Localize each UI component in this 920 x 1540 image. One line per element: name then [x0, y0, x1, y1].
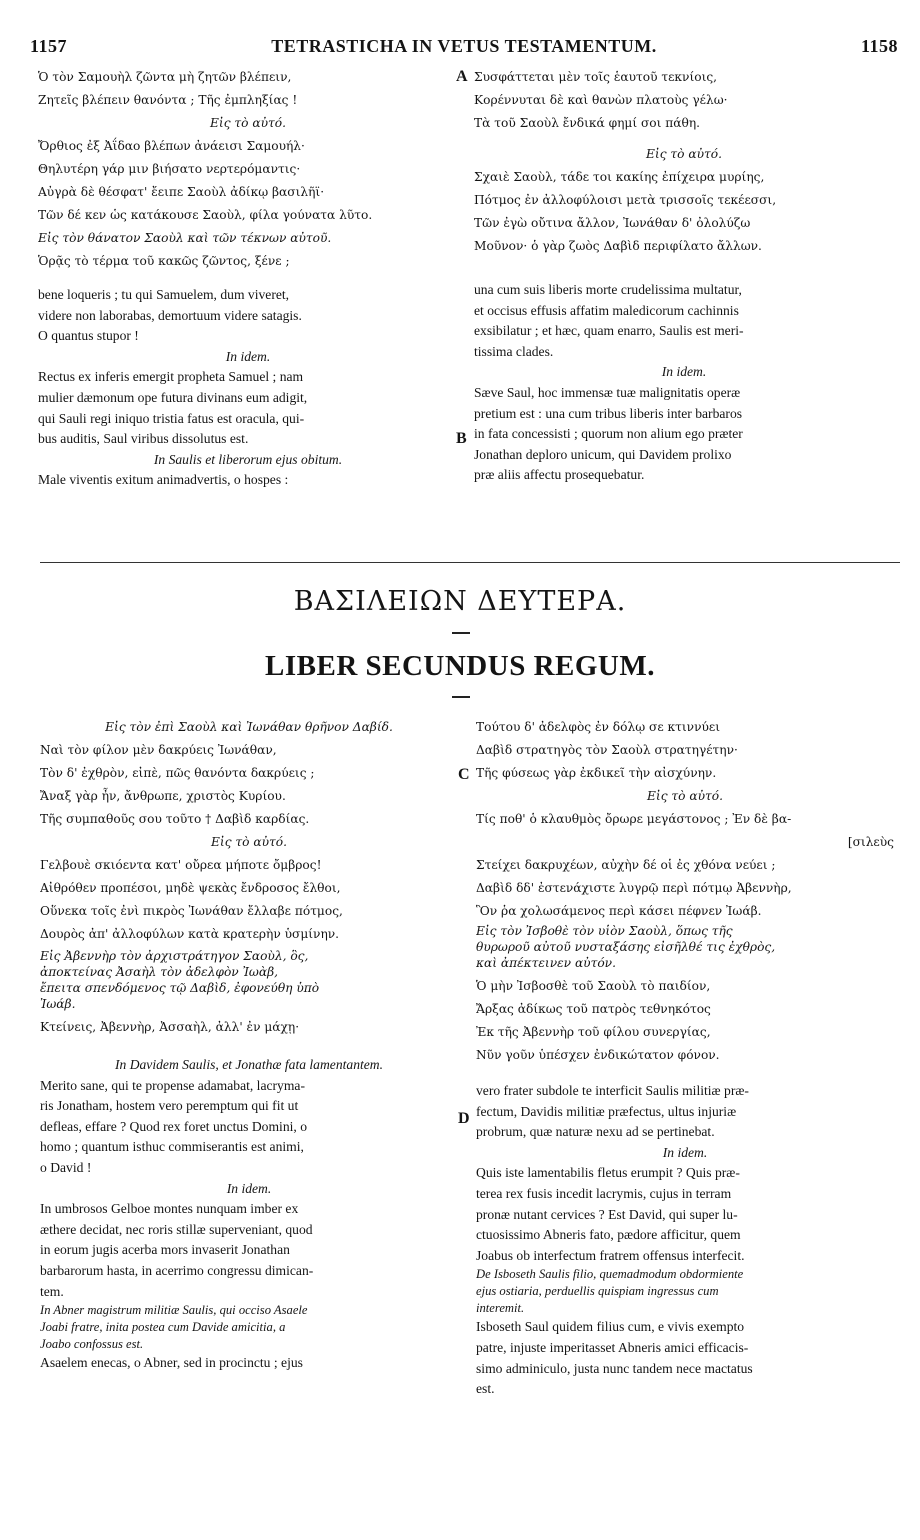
title-dash [452, 696, 470, 698]
bottom-left-column [40, 716, 458, 1374]
running-header [30, 36, 898, 62]
bottom-left-latin [40, 1055, 458, 1374]
greek-heading: ἔπειτα σπενδόμενος τῷ Δαβὶδ, ἐφονεύθη ὑπὸ [40, 981, 320, 995]
latin-heading: In Davidem Saulis, et Jonathæ fata lamentantem. [114, 1057, 384, 1072]
greek-line: Πότμος ἐν ἀλλοφύλοισι μετὰ τρισσοῖς τεκέεσσι, [474, 193, 777, 207]
greek-heading: Εἰς τὸ αὐτό. [646, 147, 722, 161]
page-number-right: 1158 [860, 36, 898, 56]
greek-heading: θυρωροῦ αὐτοῦ νυσταξάσης εἰσῆλθέ τις ἐχθρὸς, [476, 940, 776, 954]
greek-line: Αἰθρόθεν προπέσοι, μηδὲ ψεκὰς ἔνδροσος ἔλθοι, [40, 881, 341, 895]
greek-line: Τῶν ἐγὼ οὔτινα ἄλλον, Ἰωνάθαν δ' ὀλολύζω [474, 216, 751, 230]
top-right-latin [474, 280, 894, 486]
bottom-right-column [476, 716, 894, 1400]
greek-line: Σχαιὲ Σαοὺλ, τάδε τοι κακίης ἐπίχειρα μυρίης, [474, 170, 765, 184]
greek-line: Οὕνεκα τοῖς ἐνὶ πικρὸς Ἰωνάθαν ἔλλαβε πότμος, [40, 904, 343, 918]
bottom-left-greek-heading [40, 948, 458, 1039]
greek-heading: καὶ ἀπέκτεινεν αὐτόν. [476, 956, 616, 970]
greek-line: Τούτου δ' ἀδελφὸς ἐν δόλῳ σε κτιννύει [476, 720, 720, 734]
latin-line: et occisus effusis affatim maledicorum cachinnis [474, 302, 739, 318]
latin-line: præ aliis affectu prosequebatur. [474, 467, 645, 483]
greek-line: Ὄρθιος ἐξ Ἀΐδαο βλέπων ἀνάεισι Σαμουήλ· [38, 139, 305, 153]
latin-line: bus auditis, Saul viribus dissolutus est. [38, 431, 249, 447]
latin-line: fectum, Davidis militiæ præfectus, ultus injuriæ [476, 1103, 737, 1119]
latin-line: O quantus stupor ! [38, 328, 139, 344]
section-divider [40, 562, 900, 563]
latin-line: In umbrosos Gelboe montes nunquam imber ex [40, 1201, 299, 1217]
running-title: TETRASTICHA IN VETUS TESTAMENTUM. [271, 36, 657, 56]
greek-line: Νῦν γοῦν ὑπέσχεν ἐνδικώτατον φόνον. [476, 1048, 720, 1062]
latin-heading: In idem. [661, 364, 707, 380]
latin-line: probrum, quæ naturæ nexu ad se pertinebat. [476, 1124, 715, 1140]
greek-line: Ζητεῖς βλέπειν θανόντα ; Τῆς ἐμπληξίας ! [38, 93, 298, 107]
latin-line: ris Jonatham, hostem vero peremptum qui fit ut [40, 1098, 299, 1114]
greek-heading: Εἰς Ἀβεννὴρ τὸν ἀρχιστράτηγον Σαοὺλ, ὃς, [40, 949, 309, 963]
latin-heading: In Saulis et liberorum ejus obitum. [153, 451, 343, 467]
bottom-right-latin [476, 1081, 894, 1400]
section-title-greek: ΒΑΣΙΛΕΙΩΝ ΔΕΥΤΕΡΑ. [293, 586, 627, 617]
latin-line: exsibilatur ; et hæc, quam enarro, Saulis est meri- [474, 323, 744, 339]
bottom-right-greek [476, 716, 894, 923]
greek-line: Τίς ποθ' ὁ κλαυθμὸς ὄρωρε μεγάστονος ; Ἐν δὲ βα- [476, 812, 792, 826]
greek-line: Τῶν δέ κεν ὡς κατάκουσε Σαοὺλ, φίλα γούνατα λῦτο. [38, 208, 373, 222]
greek-line: [σιλεὺς [847, 835, 894, 849]
latin-heading: Joabi fratre, inita postea cum Davide amicitia, a [40, 1320, 286, 1335]
latin-line: tissima clades. [474, 343, 554, 359]
greek-heading: Εἰς τὸ αὐτό. [647, 789, 723, 803]
latin-line: Rectus ex inferis emergit propheta Samuel ; nam [38, 369, 304, 385]
greek-line: Ναὶ τὸν φίλον μὲν δακρύεις Ἰωνάθαν, [40, 743, 277, 757]
latin-heading: In idem. [226, 1180, 272, 1196]
margin-marker-c: C [458, 766, 470, 783]
greek-line: Ἄρξας ἀδίκως τοῦ πατρὸς τεθνηκότος [476, 1002, 711, 1016]
greek-heading: Ἰωάβ. [40, 997, 76, 1011]
latin-heading: In Abner magistrum militiæ Saulis, qui occiso Asaele [40, 1303, 308, 1318]
greek-line: Γελβουὲ σκιόεντα κατ' οὔρεα μήποτε ὄμβρος! [40, 858, 322, 872]
latin-line: simo adminiculo, justa nunc tandem nece mactatus [476, 1360, 753, 1376]
greek-line: Θηλυτέρη γάρ μιν βιήσατο νερτερόμαντις· [38, 162, 301, 176]
latin-line: videre non laborabas, demortuum videre satagis. [38, 307, 302, 323]
greek-heading: Εἰς τὸ αὐτό. [210, 116, 286, 130]
greek-line: Ὁ τὸν Σαμουὴλ ζῶντα μὴ ζητῶν βλέπειν, [38, 70, 292, 84]
greek-line: Ἄναξ γὰρ ἦν, ἄνθρωπε, χριστὸς Κυρίου. [40, 789, 286, 803]
greek-line: Κορέννυται δὲ καὶ θανὼν πλατοὺς γέλω· [474, 93, 728, 107]
latin-line: ctuosissimo Abneris fato, pædore afficitur, quem [476, 1227, 741, 1243]
latin-line: defleas, effare ? Quod rex foret unctus Domini, o [40, 1118, 307, 1134]
greek-heading: Εἰς τὸν θάνατον Σαοὺλ καὶ τῶν τέκνων αὐτοῦ. [38, 231, 332, 245]
greek-line: Ὁ μὴν Ἰσβοσθὲ τοῦ Σαοὺλ τὸ παιδίον, [476, 979, 711, 993]
latin-line: patre, injuste imperitasset Abneris amici efficacis- [476, 1339, 749, 1355]
bottom-left-greek [40, 716, 458, 946]
margin-marker-b: B [456, 430, 467, 447]
greek-line: Τὸν δ' ἐχθρὸν, εἰπὲ, πῶς θανόντα δακρύεις ; [40, 766, 315, 780]
latin-line: una cum suis liberis morte crudelissima multatur, [474, 282, 742, 297]
latin-heading: In idem. [662, 1144, 708, 1160]
latin-line: homo ; quantum isthuc commiserantis est animi, [40, 1139, 304, 1155]
page-number-left: 1157 [30, 36, 68, 56]
latin-line: Merito sane, qui te propense adamabat, lacryma- [40, 1077, 305, 1093]
greek-line: Ὃν ῥα χολωσάμενος περὶ κάσει πέφνεν Ἰωάβ. [476, 904, 762, 918]
margin-marker-a: A [456, 68, 468, 85]
greek-heading: Εἰς τὸν Ἰσβοθὲ τὸν υἱὸν Σαοὺλ, ὅπως τῆς [476, 924, 733, 938]
latin-heading: De Isboseth Saulis filio, quemadmodum obdormiente [476, 1267, 744, 1282]
top-right-greek [474, 66, 894, 258]
latin-line: bene loqueris ; tu qui Samuelem, dum viveret, [38, 287, 290, 302]
latin-line: Asaelem enecas, o Abner, sed in procinctu ; ejus [40, 1355, 303, 1371]
greek-line: Αὐγρὰ δὲ θέσφατ' ἔειπε Σαοὺλ ἀδίκῳ βασιλῆϊ· [38, 185, 325, 199]
latin-line: Joabus ob interfectum fratrem offensus interfecit. [476, 1247, 745, 1263]
top-left-latin [38, 285, 458, 491]
top-right-column [474, 66, 894, 486]
bottom-right-greek-verse [476, 975, 894, 1067]
latin-line: Quis iste lamentabilis fletus erumpit ? Quis præ- [476, 1165, 740, 1181]
latin-line: Male viventis exitum animadvertis, o hospes : [38, 472, 289, 488]
greek-line: Δαβὶδ δδ' ἐστενάχιστε λυγρῷ περὶ πότμῳ Ἀβεννὴρ, [476, 881, 792, 895]
latin-line: pretium est : una cum tribus liberis inter barbaros [474, 405, 743, 421]
latin-line: in fata concessisti ; quorum non alium ego præter [474, 426, 743, 442]
greek-line: Τῆς συμπαθοῦς σου τοῦτο † Δαβὶδ καρδίας. [40, 812, 310, 826]
latin-line: æthere decidat, nec roris stillæ superveniant, quod [40, 1221, 313, 1237]
greek-line: Δουρὸς ἀπ' ἀλλοφύλων κατὰ κρατερὴν ὑσμίνην. [40, 927, 340, 941]
latin-line: vero frater subdole te interficit Saulis militiæ præ- [476, 1083, 749, 1098]
latin-heading: interemit. [476, 1301, 525, 1316]
latin-line: in eorum jugis acerba mors invaserit Jonathan [40, 1242, 290, 1258]
latin-heading: In idem. [225, 348, 271, 364]
greek-line: Κτείνεις, Ἀβεννὴρ, Ἀσσαὴλ, ἀλλ' ἐν μάχῃ· [40, 1020, 300, 1034]
greek-line: Μοῦνον· ὁ γὰρ ζωὸς Δαβὶδ περιφίλατο ἄλλων. [474, 239, 762, 253]
greek-line: Ὁρᾷς τὸ τέρμα τοῦ κακῶς ζῶντος, ξένε ; [38, 254, 290, 268]
bottom-right-greek-heading [476, 923, 894, 971]
greek-line: Συσφάττεται μὲν τοῖς ἑαυτοῦ τεκνίοις, [474, 70, 718, 84]
latin-heading: Joabo confossus est. [40, 1337, 144, 1352]
latin-line: terea rex fusis incedit lacrymis, cujus in terram [476, 1185, 732, 1201]
latin-line: qui Sauli regi iniquo tristia fatus est oracula, qui- [38, 410, 305, 426]
greek-line: Ἐκ τῆς Ἀβεννὴρ τοῦ φίλου συνεργίας, [476, 1025, 711, 1039]
greek-line: Δαβὶδ στρατηγὸς τὸν Σαοὺλ στρατηγέτην· [476, 743, 738, 757]
title-dash [452, 632, 470, 634]
latin-line: tem. [40, 1283, 64, 1299]
greek-heading: Εἰς τὸ αὐτό. [211, 835, 287, 849]
latin-line: pronæ nutant cervices ? Est David, qui super lu- [476, 1206, 738, 1222]
greek-line: Στείχει δακρυχέων, αὐχὴν δέ οἱ ἐς χθόνα νεύει ; [476, 858, 776, 872]
latin-line: mulier dæmonum ope futura divinans eum adigit, [38, 389, 308, 405]
latin-line: Sæve Saul, hoc immensæ tuæ malignitatis operæ [474, 384, 741, 400]
greek-heading: Εἰς τὸν ἐπὶ Σαοὺλ καὶ Ἰωνάθαν θρῆνον Δαβίδ. [105, 720, 393, 734]
top-left-column [38, 66, 458, 491]
section-title-latin: LIBER SECUNDUS REGUM. [265, 650, 655, 682]
greek-line: Τῆς φύσεως γὰρ ἐκδικεῖ τὴν αἰσχύνην. [476, 766, 717, 780]
latin-heading: ejus ostiaria, perduellis quispiam ingressus cum [476, 1284, 719, 1299]
greek-line: Τὰ τοῦ Σαοὺλ ἔνδικά φημί σοι πάθη. [474, 116, 701, 130]
latin-line: est. [476, 1381, 495, 1397]
latin-line: Jonathan deploro unicum, qui Davidem prolixo [474, 446, 732, 462]
latin-line: Isboseth Saul quidem filius cum, e vivis exempto [476, 1319, 745, 1335]
greek-heading: ἀποκτείνας Ἀσαὴλ τὸν ἀδελφὸν Ἰωὰβ, [40, 965, 279, 979]
top-left-greek [38, 66, 458, 273]
latin-line: barbarorum hasta, in acerrimo congressu dimican- [40, 1262, 314, 1278]
latin-line: o David ! [40, 1159, 92, 1175]
margin-marker-d: D [458, 1110, 470, 1127]
